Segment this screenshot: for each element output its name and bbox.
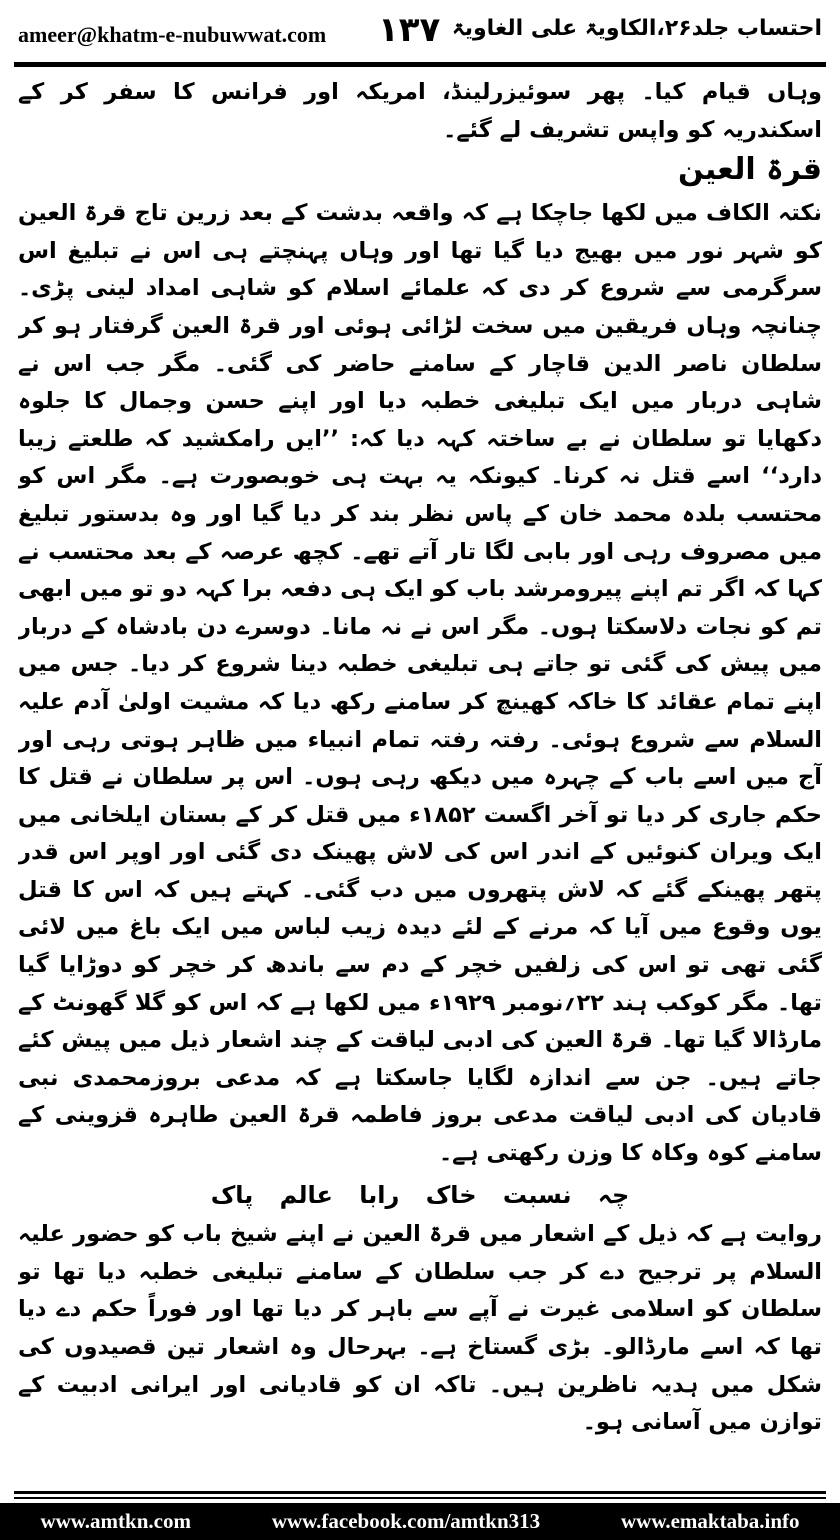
running-title: احتساب جلد۲۶،الکاویۃ علی الغاویۃ bbox=[451, 16, 822, 41]
section-heading: قرۃ العین bbox=[677, 152, 822, 188]
paragraph-1: نکتہ الکاف میں لکھا جاچکا ہے کہ واقعہ بدشت کے بعد زرین تاج قرۃ العین کو شہر نور میں بھیج دیا گیا تھا اور وہاں پہنچتے ہی اس نے تبلیغ اس سرگرمی سے شروع کر دی کہ علمائے اسلام کو شاہی امداد لینی پڑی۔ چنانچہ وہاں فریقین میں سخت لڑائی ہوئی اور قرۃ العین گرفتار ہو کر سلطان ناصر الدین قاچار کے سامنے حاضر کی گئی۔ مگر جب اس نے شاہی دربار میں ایک تبلیغی خطبہ دیا اور اپنے حسن وجمال کا جلوہ دکھایا تو سلطان نے بے ساختہ کہہ دیا کہ: ’’ایں رامکشید کہ طلعتے زیبا دارد‘‘ اسے قتل نہ کرنا۔ کیونکہ یہ بہت ہی خوبصورت ہے۔ مگر اس کو محتسب بلدہ محمد خان کے پاس نظر بند کر دیا گیا اور وہ بدستور تبلیغ میں مصروف رہی اور بابی لگا تار آتے تھے۔ کچھ عرصہ کے بعد محتسب نے کہا کہ اگر تم اپنے پیرومرشد باب کو ایک ہی دفعہ برا کہہ دو تو میں ابھی تم کو نجات دلاسکتا ہوں۔ مگر اس نے نہ مانا۔ دوسرے دن بادشاہ کے دربار میں پیش کی گئی تو جاتے ہی تبلیغی خطبہ دینا شروع کر دیا۔ جس میں اپنے تمام عقائد کا خاکہ کھینچ کر سامنے رکھ دیا کہ مشیت اولیٰ آدم علیہ السلام سے شروع ہوئی۔ رفتہ رفتہ تمام انبیاء میں ظاہر ہوتی رہی اور آج میں اسے باب کے چہرہ میں دیکھ رہی ہوں۔ اس پر سلطان نے قتل کا حکم جاری کر دیا تو آخر اگست ۱۸۵۲ء میں قتل کر کے بستان ایلخانی میں ایک ویران کنوئیں کے اندر اس کی لاش پھینک دی گئی اور اوپر اس قدر پتھر پھینکے گئے کہ لاش پتھروں میں دب گئی۔ کہتے ہیں کہ اس کا قتل یوں وقوع میں آیا کہ مرنے کے لئے دیدہ زیب لباس میں ایک باغ میں لائی گئی تھی تو اس کی زلفیں خچر کے دم سے باندھ کر خچر کو دوڑایا گیا تھا۔ مگر کوکب ہند ۲۲؍نومبر ۱۹۲۹ء میں لکھا ہے کہ اس کو گلا گھونٹ کے مارڈالا گیا تھا۔ قرۃ العین کی ادبی لیاقت کے چند اشعار ذیل میں پیش کئے جاتے ہیں۔ جن سے اندازہ لگایا جاسکتا ہے کہ مدعی بروزمحمدی نبی قادیان کی ادبی لیاقت مدعی بروز فاطمہ قرۃ العین طاہرہ قزوینی کے سامنے کوہ وکاہ کا وزن رکھتی ہے۔ bbox=[18, 200, 822, 1167]
paragraph-2: روایت ہے کہ ذیل کے اشعار میں قرۃ العین نے اپنے شیخ باب کو حضور علیہ السلام پر ترجیح دے کر جب سلطان کے سامنے تبلیغی خطبہ دیا تھا تو سلطان کو اسلامی غیرت نے آپے سے باہر کر دیا تھا اور فوراً حکم دے دیا تھا کہ اسے مارڈالو۔ بڑی گستاخ ہے۔ بہرحال وہ اشعار تین قصیدوں کی شکل میں ہدیہ ناظرین ہیں۔ تاکہ ان کو قادیانی اور ایرانی ادبیت کے توازن میں آسانی ہو۔ bbox=[18, 1221, 822, 1436]
footer-link-emaktaba[interactable]: www.emaktaba.info bbox=[621, 1509, 800, 1533]
footer-rule bbox=[14, 1491, 826, 1494]
verse-line: چہ نسبت خاک رابا عالم پاک bbox=[210, 1180, 630, 1209]
footer-link-facebook[interactable]: www.facebook.com/amtkn313 bbox=[271, 1509, 541, 1533]
page-footer bbox=[0, 1503, 840, 1540]
page-content bbox=[18, 74, 822, 1474]
intro-line: وہاں قیام کیا۔ پھر سوئیزرلینڈ، امریکہ اور فرانس کا سفر کر کے اسکندریہ کو واپس تشریف لے گئے۔ bbox=[18, 79, 822, 143]
header-email: ameer@khatm-e-nubuwwat.com bbox=[18, 22, 327, 47]
page-number: ۱۳۷ bbox=[378, 10, 441, 50]
page-header bbox=[0, 0, 840, 62]
header-rule bbox=[14, 62, 826, 67]
footer-link-amtkn[interactable]: www.amtkn.com bbox=[40, 1509, 191, 1533]
footer-rule-thin bbox=[14, 1497, 826, 1499]
